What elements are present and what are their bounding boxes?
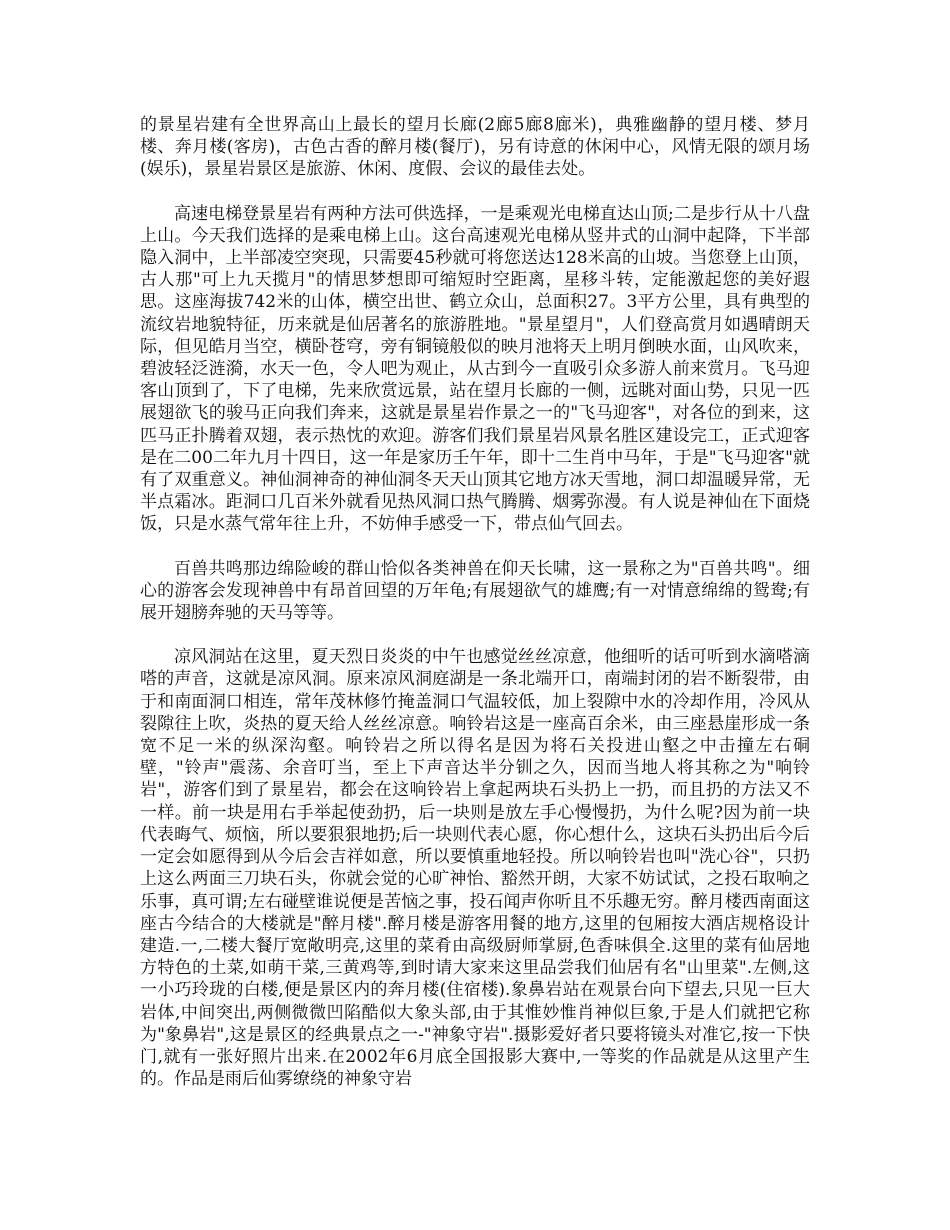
paragraph-cool-wind-cave: 凉风洞站在这里，夏天烈日炎炎的中午也感觉丝丝凉意，他细听的话可听到水滴嗒滴嗒的声音，这就是凉风洞。原来凉风洞庭湖是一条北端开口，南端封闭的岩不断裂带，由于和南面洞口相连，常年茂林修竹掩盖洞口气温较低，加上裂隙中水的冷却作用，冷风从裂隙往上吹，炎热的夏天给人丝丝凉意。响铃岩这是一座高百余米，由三座悬崖形成一条宽不足一米的纵深沟壑。响铃岩之所以得名是因为将石关投进山壑之中击撞左右硐壁，"铃声"震荡、余音叮当，至上下声音达半分钏之久，因而当地人将其称之为"响铃岩"，游客们到了景星岩，都会在这响铃岩上拿起两块石头扔上一扔，而且扔的方法又不一样。前一块是用右手举起使劲扔，后一块则是放左手心慢慢扔，为什么呢?因为前一块代表晦气、烦恼，所以要狠狠地扔;后一块则代表心愿，你心想什么，这块石头扔出后今后一定会如愿得到从今后会吉祥如意，所以要慎重地轻投。所以响铃岩也叫"洗心谷"，只扔上这么两面三刀块石头，你就会觉的心旷神怡、豁然开朗，大家不妨试试，之投石取响之乐事，真可谓;左右碰壁谁说便是苦恼之事，投石闻声你听且不乐趣无穷。醉月楼西南面这座古今结合的大楼就是"醉月楼".醉月楼是游客用餐的地方,这里的包厢按大酒店规格设计建造.一,二楼大餐厅宽敞明亮,这里的菜肴由高级厨师掌厨,色香味俱全.这里的菜有仙居地方特色的土菜,如萌干菜,三黄鸡等,到时请大家来这里品尝我们仙居有名"山里菜".左侧,这一小巧玲珑的白楼,便是景区内的奔月楼(住宿楼).象鼻岩站在观景台向下望去,只见一巨大岩体,中间突出,两侧微微凹陷酷似大象头部,由于其惟妙惟肖神似巨象,于是人们就把它称为"象鼻岩",这是景区的经典景点之一-"神象守岩".摄影爱好者只要将镜头对准它,按一下快门,就有一张好照片出来.在2002年6月底全国报影大赛中,一等奖的作品就是从这里产生的。作品是雨后仙雾缭绕的神象守岩 — [140, 647, 810, 1090]
paragraph-beasts: 百兽共鸣那边绵险峻的群山恰似各类神兽在仰天长啸，这一景称之为"百兽共鸣"。细心的游客会发现神兽中有昂首回望的万年龟;有展翅欲气的雄鹰;有一对情意绵绵的鸳鸯;有展开翅膀奔驰的天马等等。 — [140, 558, 810, 624]
document-body — [140, 114, 810, 1090]
paragraph-elevator: 高速电梯登景星岩有两种方法可供选择，一是乘观光电梯直达山顶;二是步行从十八盘上山。今天我们选择的是乘电梯上山。这台高速观光电梯从竖井式的山洞中起降，下半部隐入洞中，上半部凌空突现，只需要45秒就可将您送达128米高的山坡。当您登上山顶，古人那"可上九天揽月"的情思梦想即可缩短时空距离，星移斗转，定能激起您的美好遐思。这座海拔742米的山体，横空出世、鹤立众山，总面积27。3平方公里，具有典型的流纹岩地貌特征，历来就是仙居著名的旅游胜地。"景星望月"，人们登高赏月如遇晴朗天际，但见皓月当空，横卧苍穹，旁有铜镜般似的映月池将天上明月倒映水面，山风吹来，碧波轻泛涟漪，水天一色，令人吧为观止，从古到今一直吸引众多游人前来赏月。飞马迎客山顶到了，下了电梯，先来欣赏远景，站在望月长廊的一侧，远眺对面山势，只见一匹展翅欲飞的骏马正向我们奔来，这就是景星岩作景之一的"飞马迎客"，对各位的到来，这匹马正扑腾着双翅，表示热忱的欢迎。游客们我们景星岩风景名胜区建设完工，正式迎客是在二00二年九月十四日，这一年是家历壬午年，即十二生肖中马年，于是"飞马迎客"就有了双重意义。神仙洞神奇的神仙洞冬天天山顶其它地方冰天雪地，洞口却温暖异常，无半点霜冰。距洞口几百米外就看见热风洞口热气腾腾、烟雾弥漫。有人说是神仙在下面烧饭，只是水蒸气常年往上升，不妨伸手感受一下，带点仙气回去。 — [140, 203, 810, 535]
paragraph-intro: 的景星岩建有全世界高山上最长的望月长廊(2廊5廊8廊米)，典雅幽静的望月楼、梦月楼、奔月楼(客房)，古色古香的醉月楼(餐厅)，另有诗意的休闲中心，风情无限的颂月场(娱乐)，景星岩景区是旅游、休闲、度假、会议的最佳去处。 — [140, 115, 810, 180]
